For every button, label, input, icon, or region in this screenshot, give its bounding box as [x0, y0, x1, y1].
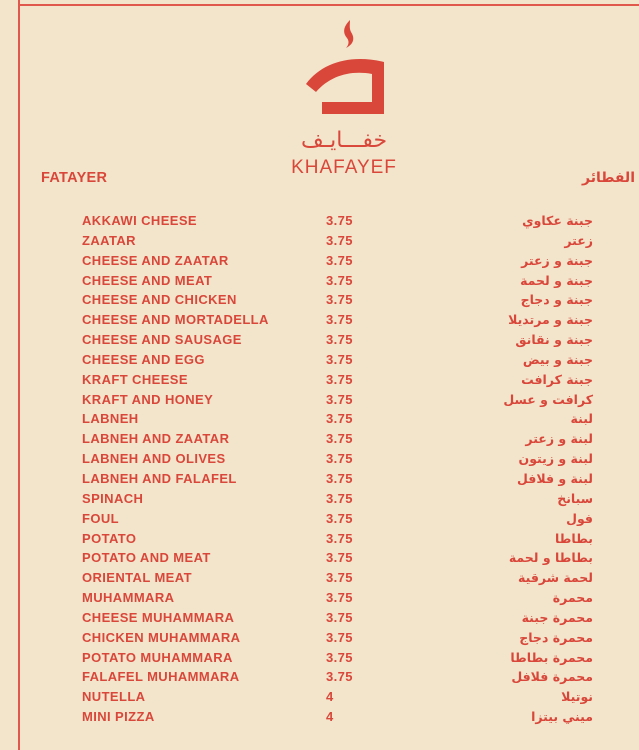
- brand-name-arabic: خفـــايـف: [300, 128, 388, 153]
- menu-item-name: LABNEH AND OLIVES: [82, 451, 226, 467]
- menu-item-name: LABNEH AND ZAATAR: [82, 431, 230, 447]
- menu-item-name-arabic: محمرة بطاطا: [510, 649, 593, 665]
- menu-item: [0, 707, 639, 727]
- frame-border-top: [18, 4, 639, 6]
- menu-item: [0, 449, 639, 469]
- menu-item: [0, 529, 639, 549]
- menu-item-name-arabic: سبانخ: [557, 490, 593, 506]
- menu-item-price: 3.75: [326, 669, 353, 685]
- menu-item-price: 3.75: [326, 451, 353, 467]
- menu-item-name-arabic: جبنة و دجاج: [520, 292, 593, 308]
- menu-item-price: 3.75: [326, 609, 353, 625]
- menu-item-name: CHEESE AND ZAATAR: [82, 252, 229, 268]
- menu-item-name: MINI PIZZA: [82, 709, 155, 725]
- menu-item-name: CHICKEN MUHAMMARA: [82, 629, 241, 645]
- menu-item-name: FALAFEL MUHAMMARA: [82, 669, 240, 685]
- menu-item-price: 3.75: [326, 649, 353, 665]
- menu-item: [0, 429, 639, 449]
- menu-item-name-arabic: فول: [566, 510, 593, 526]
- menu-item-name-arabic: محمرة جبنة: [521, 609, 593, 625]
- menu-item: [0, 330, 639, 350]
- menu-item-price: 3.75: [326, 550, 353, 566]
- menu-item-name: SPINACH: [82, 490, 144, 506]
- menu-item-name: KRAFT CHEESE: [82, 371, 188, 387]
- menu-item-name-arabic: نوتيلا: [561, 689, 593, 705]
- menu-item: [0, 667, 639, 687]
- section-title-english: FATAYER: [41, 170, 108, 186]
- menu-item-name: POTATO AND MEAT: [82, 550, 211, 566]
- menu-item-name: CHEESE AND MEAT: [82, 272, 213, 288]
- menu-item-price: 3.75: [326, 570, 353, 586]
- brand-logo: [288, 14, 408, 179]
- menu-item-name-arabic: محمرة فلافل: [511, 669, 593, 685]
- menu-item-price: 3.75: [326, 411, 353, 427]
- menu-item: [0, 687, 639, 707]
- menu-item-price: 3.75: [326, 510, 353, 526]
- menu-item-name: CHEESE AND CHICKEN: [82, 292, 237, 308]
- menu-item: [0, 469, 639, 489]
- brand-name-english: KHAFAYEF: [291, 157, 397, 178]
- menu-item-price: 3.75: [326, 213, 353, 228]
- menu-item-name-arabic: جبنة عكاوي: [522, 213, 593, 228]
- menu-item-name: NUTELLA: [82, 689, 146, 705]
- menu-item: [0, 271, 639, 291]
- menu-item: [0, 628, 639, 648]
- menu-item: [0, 211, 639, 231]
- section-title-arabic: الفطائر: [582, 170, 635, 186]
- menu-item: [0, 509, 639, 529]
- menu-item: [0, 548, 639, 568]
- menu-item-price: 3.75: [326, 312, 353, 328]
- menu-item-price: 3.75: [326, 590, 353, 606]
- menu-item-price: 3.75: [326, 490, 353, 506]
- menu-item: [0, 390, 639, 410]
- menu-item-name-arabic: لبنة و فلافل: [517, 470, 593, 486]
- menu-item-name-arabic: لبنة و زيتون: [518, 451, 593, 467]
- menu-item-name: AKKAWI CHEESE: [82, 213, 197, 228]
- menu-item: [0, 608, 639, 628]
- menu-item: [0, 310, 639, 330]
- menu-item-name: POTATO MUHAMMARA: [82, 649, 233, 665]
- menu-item-name-arabic: كرافت و عسل: [503, 391, 593, 407]
- menu-item-name-arabic: محمرة: [552, 590, 593, 606]
- menu-item-name: CHEESE AND EGG: [82, 351, 205, 367]
- menu-item-price: 3.75: [326, 292, 353, 308]
- menu-item-name-arabic: لحمة شرقية: [518, 570, 593, 586]
- menu-item-price: 3.75: [326, 629, 353, 645]
- menu-item: [0, 370, 639, 390]
- menu-item-price: 3.75: [326, 391, 353, 407]
- khafayef-logo-icon: [292, 14, 404, 129]
- menu-item-name: ZAATAR: [82, 232, 136, 248]
- menu-item-name: FOUL: [82, 510, 119, 526]
- menu-item: [0, 290, 639, 310]
- menu-item-price: 3.75: [326, 351, 353, 367]
- menu-item: [0, 489, 639, 509]
- menu-item-name: LABNEH AND FALAFEL: [82, 470, 237, 486]
- menu-item: [0, 350, 639, 370]
- menu-item-name-arabic: جبنة كرافت: [521, 371, 593, 387]
- menu-item-name: KRAFT AND HONEY: [82, 391, 214, 407]
- menu-item-price: 3.75: [326, 470, 353, 486]
- menu-item-name-arabic: ميني بيتزا: [531, 709, 593, 725]
- menu-item-name-arabic: لبنة و زعتر: [525, 431, 593, 447]
- menu-item-name-arabic: لبنة: [570, 411, 593, 427]
- menu-item-price: 3.75: [326, 332, 353, 348]
- menu-item-price: 4: [326, 709, 334, 725]
- menu-item-name-arabic: زعتر: [564, 232, 593, 248]
- menu-item-name-arabic: جبنة و لحمة: [520, 272, 593, 288]
- menu-item-price: 3.75: [326, 232, 353, 248]
- menu-item-name-arabic: جبنة و زعتر: [521, 252, 593, 268]
- menu-item-price: 3.75: [326, 272, 353, 288]
- menu-item-name: POTATO: [82, 530, 137, 546]
- menu-item-name: CHEESE AND MORTADELLA: [82, 312, 269, 328]
- menu-item-name: CHEESE AND SAUSAGE: [82, 332, 242, 348]
- menu-list: [0, 211, 639, 727]
- menu-item-price: 4: [326, 689, 334, 705]
- menu-item: [0, 648, 639, 668]
- menu-item-name-arabic: بطاطا: [554, 530, 593, 546]
- menu-item-price: 3.75: [326, 530, 353, 546]
- menu-item-price: 3.75: [326, 371, 353, 387]
- menu-item-name: ORIENTAL MEAT: [82, 570, 192, 586]
- menu-item: [0, 588, 639, 608]
- menu-item: [0, 409, 639, 429]
- menu-item-name: CHEESE MUHAMMARA: [82, 609, 235, 625]
- menu-item-name-arabic: بطاطا و لحمة: [508, 550, 593, 566]
- menu-item-name-arabic: جبنة و مرتديلا: [508, 312, 593, 328]
- menu-item-name-arabic: جبنة و نقانق: [515, 332, 593, 348]
- menu-item: [0, 231, 639, 251]
- menu-item-price: 3.75: [326, 252, 353, 268]
- menu-item: [0, 568, 639, 588]
- menu-item-name: LABNEH: [82, 411, 139, 427]
- menu-item-price: 3.75: [326, 431, 353, 447]
- menu-item: [0, 251, 639, 271]
- menu-item-name-arabic: جبنة و بيض: [522, 351, 593, 367]
- menu-item-name-arabic: محمرة دجاج: [519, 629, 593, 645]
- menu-item-name: MUHAMMARA: [82, 590, 175, 606]
